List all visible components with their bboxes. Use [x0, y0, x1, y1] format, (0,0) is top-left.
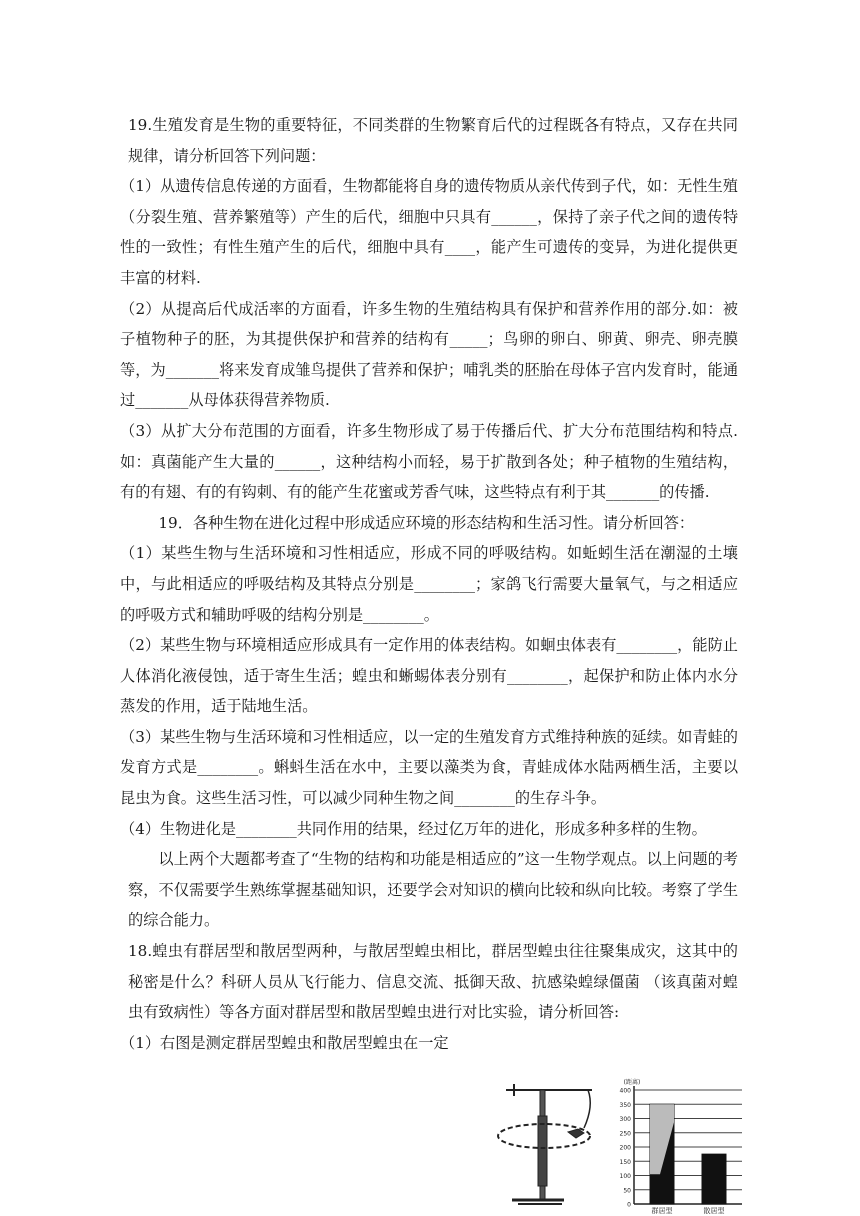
q19b-part3: （3）某些生物与生活环境和习性相适应，以一定的生殖发育方式维持种族的延续。如青蛙的发育方式是________。蝌蚪生活在水中，主要以藻类为食，青蛙成体水陆两栖生活，主要以昆虫为食。这些生活习性，可以减少同种生物之间________的生存斗争。: [120, 727, 738, 808]
x-tick-label: 散居型: [703, 1207, 725, 1215]
y-tick-label: 150: [619, 1158, 631, 1166]
experiment-figure: [492, 1076, 748, 1216]
document-body: [120, 110, 738, 1058]
q19-part2: （2）从提高后代成活率的方面看，许多生物的生殖结构具有保护和营养作用的部分.如：被子植物种子的胚，为其提供保护和营养的结构有_____；鸟卵的卵白、卵黄、卵壳、卵壳膜等，为_______将来发育成雏鸟提供了营养和保护；哺乳类的胚胎在母体子宫内发育时，能通过_______从母体获得营养物质.: [120, 299, 738, 410]
y-tick-label: 350: [619, 1101, 631, 1109]
y-tick-label: 400: [619, 1087, 631, 1095]
y-tick-label: 300: [619, 1116, 631, 1123]
q18-part1: （1）右图是测定群居型蝗虫和散居型蝗虫在一定: [120, 1033, 449, 1052]
q19b-part2: （2）某些生物与环境相适应形成具有一定作用的体表结构。如蛔虫体表有________，能防止人体消化液侵蚀，适于寄生生活；蝗虫和蜥蜴体表分别有________，起保护和防止体内水分蒸发的作用，适于陆地生活。: [120, 636, 738, 716]
bar-chart: [620, 1078, 742, 1215]
q19b-stem: 19．各种生物在进化过程中形成适应环境的形态结构和生活习性。请分析回答：: [158, 513, 695, 532]
q19-part1: （1）从遗传信息传递的方面看，生物都能将自身的遗传物质从亲代传到子代，如：无性生殖（分裂生殖、营养繁殖等）产生的后代，细胞中只具有______，保持了亲子代之间的遗传特性的一致性；有性生殖产生的后代，细胞中具有____，能产生可遗传的变异，为进化提供更丰富的材料.: [120, 177, 738, 287]
y-tick-label: 50: [623, 1187, 631, 1195]
q19-stem: 19.生殖发育是生物的重要特征，不同类群的生物繁育后代的过程既各有特点，又存在共同规律，请分析回答下列问题：: [128, 116, 738, 165]
q19-part3: （3）从扩大分布范围的方面看，许多生物形成了易于传播后代、扩大分布范围结构和特点.如：真菌能产生大量的______，这种结构小而轻，易于扩散到各处；种子植物的生殖结构，有的有翅、有的有钩刺、有的能产生花蜜或芳香气味，这些特点有利于其_______的传播.: [120, 421, 738, 502]
flight-apparatus-illustration: [498, 1084, 592, 1204]
y-tick-label: 250: [619, 1130, 631, 1138]
x-tick-label: 群居型: [651, 1207, 673, 1215]
q18-stem: 18.蝗虫有群居型和散居型两种，与散居型蝗虫相比，群居型蝗虫往往聚集成灾，这其中的秘密是什么？科研人员从飞行能力、信息交流、抵御天敌、抗感染蝗绿僵菌 （该真菌对蝗虫有致病性）等各方面对群居型和散居型蝗虫进行对比实验，请分析回答:: [128, 942, 738, 1022]
y-tick-label: 100: [619, 1173, 631, 1180]
q19b-part4: （4）生物进化是________共同作用的结果，经过亿万年的进化，形成多种多样的生物。: [120, 819, 707, 838]
y-tick-label: 200: [619, 1144, 631, 1152]
bar-solitary: [702, 1154, 726, 1204]
q19b-part1: （1）某些生物与生活环境和习性相适应，形成不同的呼吸结构。如蚯蚓生活在潮湿的土壤中，与此相适应的呼吸结构及其特点分别是________；家鸽飞行需要大量氧气，与之相适应的呼吸方式和辅助呼吸的结构分别是________。: [120, 544, 738, 624]
commentary: 以上两个大题都考查了“生物的结构和功能是相适应的”这一生物学观点。以上问题的考察，不仅需要学生熟练掌握基础知识，还要学会对知识的横向比较和纵向比较。考察了学生的综合能力。: [128, 850, 738, 930]
y-tick-label: 0: [627, 1201, 631, 1209]
y-axis-label: (距离): [623, 1079, 641, 1086]
